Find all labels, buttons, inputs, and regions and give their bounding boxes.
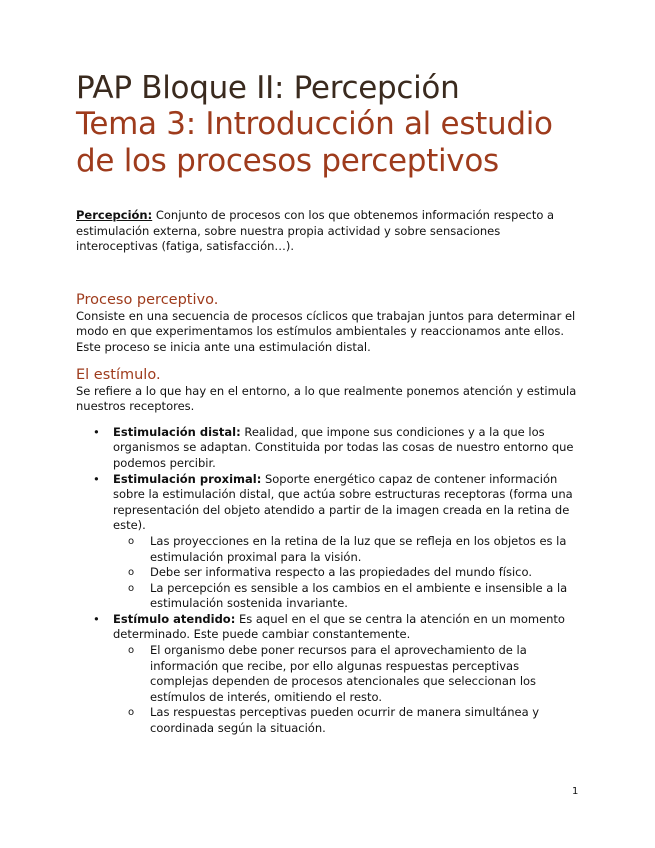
bullet-icon: • <box>93 611 100 626</box>
sub-list-item-text: La percepción es sensible a los cambios en el ambiente e insensible a la estimulación sostenida invariante. <box>150 580 568 611</box>
document-title-line2: Tema 3: Introducción al estudio <box>76 106 553 142</box>
bullet-icon: • <box>93 424 100 439</box>
section-proceso-text: Consiste en una secuencia de procesos cíclicos que trabajan juntos para determinar el modo en que experimentamos los estímulos ambientales y reaccionamos ante ellos. Este proceso se inicia ante una estimulación distal. <box>76 308 576 354</box>
definition-term: Percepción: <box>76 208 153 222</box>
document-title-line3: de los procesos perceptivos <box>76 143 499 179</box>
sub-list-item <box>113 643 581 705</box>
list-item <box>76 425 581 472</box>
list-item-text: Realidad, que impone sus condiciones y a la que los organismos se adaptan. Constituida por todas las cosas de nuestro entorno que podemos percibir. <box>113 424 574 470</box>
page-number: 1 <box>572 786 579 797</box>
list-item-text: Es aquel en el que se centra la atención en un momento determinado. Este puede cambiar constantemente. <box>113 611 565 642</box>
section-heading-proceso: Proceso perceptivo. <box>76 291 219 308</box>
list-item <box>76 612 581 737</box>
circle-bullet-icon: o <box>128 645 135 657</box>
sub-list-item-text: Debe ser informativa respecto a las propiedades del mundo físico. <box>150 565 532 580</box>
section-estimulo-text: Se refiere a lo que hay en el entorno, a lo que realmente ponemos atención y estimula nuestros receptores. <box>76 383 577 414</box>
sub-list-item-text: Las respuestas perceptivas pueden ocurrir de manera simultánea y coordinada según la situación. <box>150 705 540 736</box>
list-item <box>76 472 581 612</box>
estimulo-list <box>76 425 581 737</box>
sub-list-item <box>113 565 581 581</box>
definition-text: Conjunto de procesos con los que obtenemos información respecto a estimulación externa, sobre nuestra propia actividad y sobre sensaciones interoceptivas (fatiga, satisfacción…). <box>76 208 555 254</box>
sub-list <box>113 534 581 612</box>
sub-list <box>113 643 581 737</box>
list-item-term: Estimulación proximal: <box>113 471 262 486</box>
circle-bullet-icon: o <box>128 582 135 594</box>
sub-list-item <box>113 705 581 736</box>
bullet-icon: • <box>93 471 100 486</box>
sub-list-item <box>113 534 581 565</box>
circle-bullet-icon: o <box>128 567 135 579</box>
list-item-term: Estímulo atendido: <box>113 611 236 626</box>
sub-list-item <box>113 581 581 612</box>
document-page <box>76 70 581 737</box>
sub-list-item-text: Las proyecciones en la retina de la luz que se refleja en los objetos es la estimulación proximal para la visión. <box>150 533 567 564</box>
document-title-line1: PAP Bloque II: Percepción <box>76 70 460 106</box>
section-heading-estimulo: El estímulo. <box>76 366 161 383</box>
list-item-term: Estimulación distal: <box>113 424 241 439</box>
definition-paragraph <box>76 208 581 255</box>
sub-list-item-text: El organismo debe poner recursos para el aprovechamiento de la información que recibe, por ello algunas respuestas perceptivas complejas dependen de procesos atencionales que seleccionan los estímulos de interés, omitiendo el resto. <box>150 643 537 704</box>
circle-bullet-icon: o <box>128 707 135 719</box>
circle-bullet-icon: o <box>128 535 135 547</box>
list-item-text: Soporte energético capaz de contener información sobre la estimulación distal, que actúa sobre estructuras receptoras (forma una representación del objeto atendido a partir de la imagen creada en la retina de este). <box>113 471 573 533</box>
